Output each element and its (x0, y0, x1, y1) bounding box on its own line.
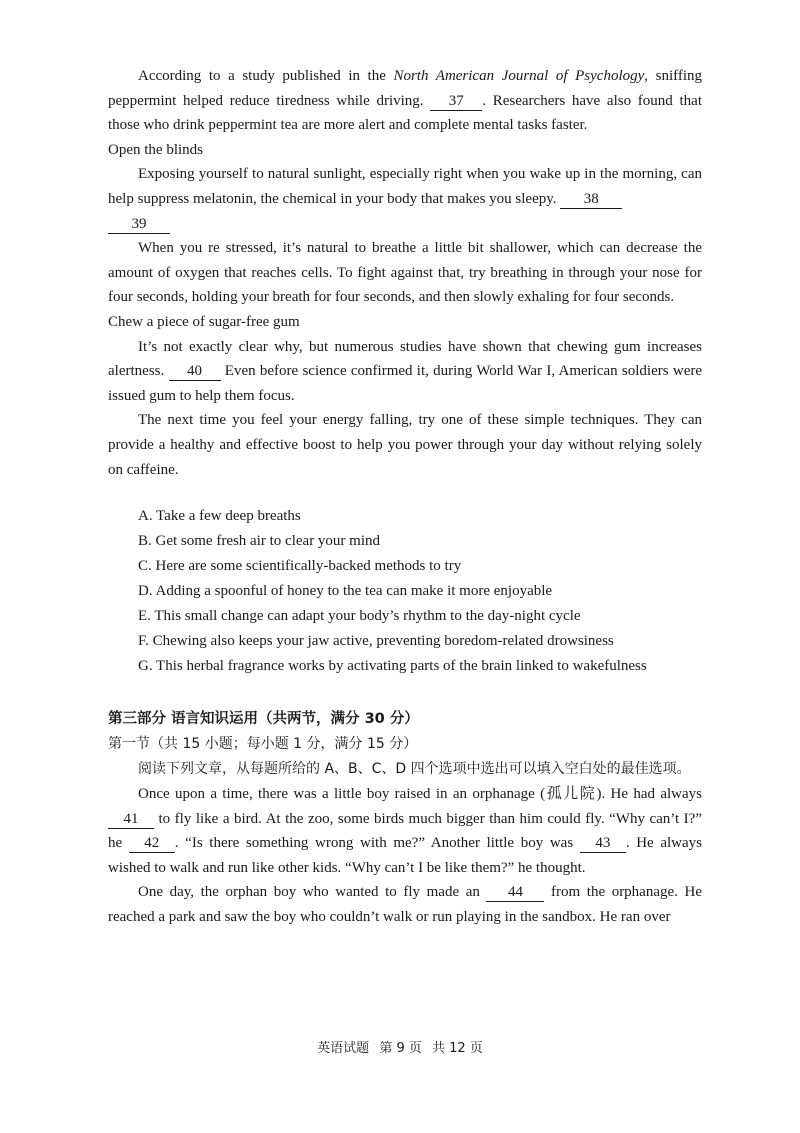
option-a: A. Take a few deep breaths (138, 508, 301, 525)
option-list (108, 504, 702, 679)
heading-open-blinds: Open the blinds (108, 141, 203, 158)
blank-44: 44 (486, 884, 544, 902)
instruction: 阅读下列文章，从每题所给的 A、B、C、D 四个选项中选出可以填入空白处的最佳选项。 (138, 761, 691, 778)
option-f: F. Chewing also keeps your jaw active, preventing boredom-related drowsiness (138, 633, 614, 650)
option-b: B. Get some fresh air to clear your mind (138, 533, 381, 550)
option-d: D. Adding a spoonful of honey to the tea can make it more enjoyable (138, 583, 553, 600)
paragraph-conclusion: The next time you feel your energy falling, try one of these simple techniques. They can provide a healthy and effective boost to help you power through your day without relying solely on caffeine. (108, 412, 702, 478)
blank-40: 40 (169, 363, 221, 381)
blank-41: 41 (108, 811, 154, 829)
blank-37: 37 (430, 93, 482, 111)
blank-39: 39 (108, 216, 170, 234)
footer-total-pages: 共 12 页 (432, 1041, 483, 1056)
heading-chew-gum: Chew a piece of sugar-free gum (108, 313, 300, 330)
paragraph-gum: It’s not exactly clear why, but numerous studies have shown that chewing gum increases alertness. 40 Even before science confirmed it, during World War I, American soldiers were issued gum to help them focus. (108, 338, 702, 404)
footer-page-number: 第 9 页 (379, 1041, 422, 1056)
section1-title: 第一节（共 15 小题；每小题 1 分，满分 15 分） (108, 736, 418, 753)
paragraph-peppermint: According to a study published in the North American Journal of Psychology, sniffing peppermint helped reduce tiredness while driving. 37 . Researchers have also found that those who drink peppermint tea are more alert and complete mental tasks faster. (108, 68, 702, 134)
paragraph-story-1: Once upon a time, there was a little boy raised in an orphanage (孤儿院). He had always 41 to fly like a bird. At the zoo, some birds much bigger than him could fly. “Why can’t I?” he 42 . “Is there something wrong with me?” Another little boy was 43 . He always wished to walk and run like other kids. “Why can’t I be like them?” he thought. (108, 786, 702, 876)
paragraph-story-2: One day, the orphan boy who wanted to fly made an 44 from the orphanage. He reached a park and saw the boy who couldn’t walk or run playing in the sandbox. He ran over (108, 884, 702, 926)
paragraph-sunlight: Exposing yourself to natural sunlight, especially right when you wake up in the morning, can help suppress melatonin, the chemical in your body that makes you sleepy. 38 39 (108, 166, 702, 232)
blank-38: 38 (560, 191, 622, 209)
paragraph-breathing: When you re stressed, it’s natural to breathe a little bit shallower, which can decrease the amount of oxygen that reaches cells. To fight against that, try breathing in through your nose for four seconds, holding your breath for four seconds, and then slowly exhaling for four seconds. (108, 240, 702, 306)
option-e: E. This small change can adapt your body’s rhythm to the day-night cycle (138, 608, 581, 625)
footer-subject: 英语试题 (317, 1041, 370, 1056)
blank-42: 42 (129, 835, 175, 853)
option-c: C. Here are some scientifically-backed methods to try (138, 558, 462, 575)
blank-43: 43 (580, 835, 626, 853)
journal-title: North American Journal of Psychology (393, 68, 645, 84)
part3-title: 第三部分 语言知识运用（共两节，满分 30 分） (108, 711, 419, 728)
page-content (108, 64, 702, 930)
option-g: G. This herbal fragrance works by activating parts of the brain linked to wakefulness (138, 658, 647, 675)
page-footer (0, 1037, 800, 1056)
